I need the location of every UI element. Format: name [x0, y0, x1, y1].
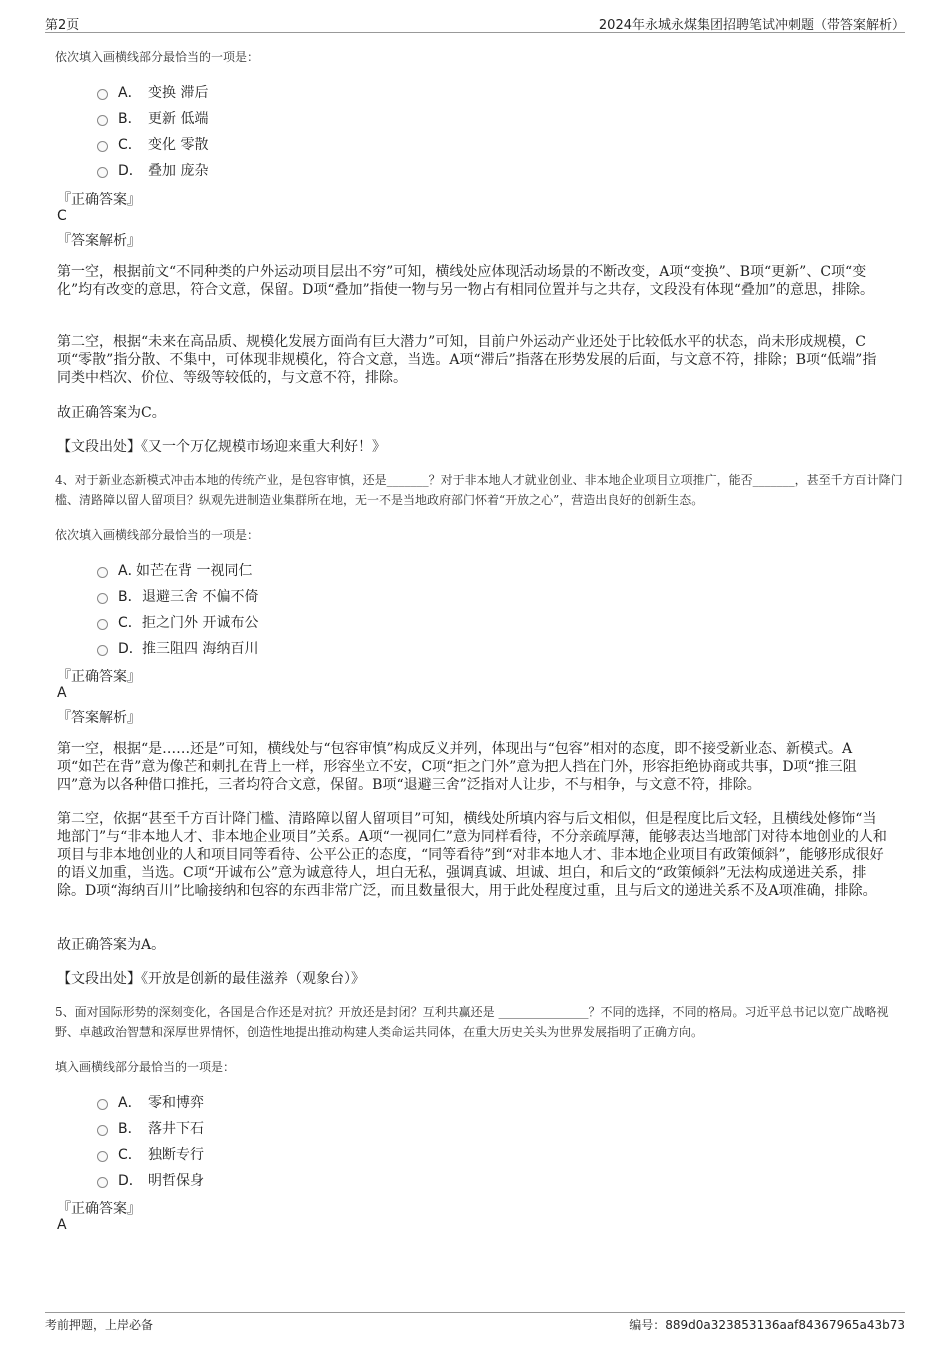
page-header: [45, 12, 905, 33]
option-text: 如芒在背 一视同仁: [136, 563, 253, 579]
option-text: 独断专行: [148, 1147, 204, 1163]
option-letter: A．: [118, 85, 142, 101]
q5-answer-tag: 『正确答案』: [57, 1201, 141, 1217]
q3-analysis-tag: 『答案解析』: [57, 233, 141, 249]
q4-option-b[interactable]: [97, 586, 258, 606]
q4-prompt: 依次填入画横线部分最恰当的一项是：: [55, 528, 260, 542]
option-text: 叠加 庞杂: [148, 163, 209, 179]
option-letter: D．: [118, 1173, 143, 1189]
q5-option-b[interactable]: [97, 1118, 204, 1138]
document-title: 2024年永城永煤集团招聘笔试冲刺题（带答案解析）: [598, 18, 905, 33]
q3-answer-tag: 『正确答案』: [57, 192, 141, 208]
page-footer: [45, 1312, 905, 1332]
option-letter: B．: [118, 589, 142, 605]
q4-question: 4、对于新业态新模式冲击本地的传统产业，是包容审慎，还是_______？对于非本地人才就业创业、非本地企业项目立项推广，能否_______，甚至千方百计降门槛、清路障以留人留项目？纵观先进制造业集群所在地，无一不是当地政府部门怀着“开放之心”，营造出良好的创新生态。: [55, 473, 903, 507]
option-letter: C．: [118, 137, 142, 153]
radio-icon[interactable]: [97, 167, 108, 178]
option-letter: D．: [118, 163, 143, 179]
q4-answer-tag: 『正确答案』: [57, 669, 141, 685]
radio-icon[interactable]: [97, 89, 108, 100]
option-text: 落井下石: [148, 1121, 204, 1137]
q3-conclusion: 故正确答案为C。: [57, 405, 166, 421]
option-text: 更新 低端: [148, 111, 209, 127]
option-letter: D．: [118, 641, 143, 657]
option-text: 拒之门外 开诚布公: [142, 615, 259, 631]
radio-icon[interactable]: [97, 619, 108, 630]
document-code: 编号：889d0a323853136aaf84367965a43b73: [629, 1318, 905, 1332]
option-letter: B．: [118, 111, 142, 127]
q5-question: 5、面对国际形势的深刻变化，各国是合作还是对抗？开放还是封闭？互利共赢还是 _______________？不同的选择，不同的格局。习近平总书记以宽广战略视野、卓越政治智慧和深厚世界情怀，创造性地提出推动构建人类命运共同体，在重大历史关头为世界发展指明了正确方向。: [55, 1005, 889, 1039]
radio-icon[interactable]: [97, 1125, 108, 1136]
radio-icon[interactable]: [97, 1177, 108, 1188]
q3-analysis-para2: 第二空，根据“未来在高品质、规模化发展方面尚有巨大潜力”可知，目前户外运动产业还处于比较低水平的状态，尚未形成规模，C项“零散”指分散、不集中，可体现非规模化，符合文意，当选。A项“滞后”指落在形势发展的后面，与文意不符，排除；B项“低端”指同类中档次、价位、等级等较低的，与文意不符，排除。: [57, 334, 877, 386]
q5-answer: A: [57, 1217, 67, 1233]
q4-source: 【文段出处】《开放是创新的最佳滋养（观象台）》: [57, 971, 365, 987]
q4-answer: A: [57, 685, 67, 701]
option-text: 变化 零散: [148, 137, 209, 153]
radio-icon[interactable]: [97, 593, 108, 604]
q4-conclusion: 故正确答案为A。: [57, 937, 166, 953]
radio-icon[interactable]: [97, 1151, 108, 1162]
q4-option-a[interactable]: [97, 560, 252, 580]
q3-option-c[interactable]: [97, 134, 208, 154]
q4-analysis-tag: 『答案解析』: [57, 710, 141, 726]
option-text: 变换 滞后: [148, 85, 209, 101]
q5-option-a[interactable]: [97, 1092, 204, 1112]
page-number: 第2页: [45, 18, 80, 33]
radio-icon[interactable]: [97, 1099, 108, 1110]
q3-source: 【文段出处】《又一个万亿规模市场迎来重大利好！》: [57, 439, 386, 455]
q3-option-d[interactable]: [97, 160, 208, 180]
radio-icon[interactable]: [97, 567, 108, 578]
option-letter: C．: [118, 615, 142, 631]
q3-option-b[interactable]: [97, 108, 208, 128]
option-letter: C．: [118, 1147, 142, 1163]
radio-icon[interactable]: [97, 645, 108, 656]
option-text: 退避三舍 不偏不倚: [142, 589, 259, 605]
option-letter: A．: [118, 1095, 142, 1111]
option-text: 推三阻四 海纳百川: [142, 641, 259, 657]
q4-analysis-para2: 第二空，依据“甚至千方百计降门槛、清路障以留人留项目”可知，横线处所填内容与后文相似，但是程度比后文轻，且横线处修饰“当地部门”与“非本地人才、非本地企业项目”关系。A项“一视同仁”意为同样看待，不分亲疏厚薄，能够表达当地部门对待本地创业的人和项目与非本地创业的人和项目同等看待、公平公正的态度，“同等看待”到“对非本地人才、非本地企业项目有政策倾斜”，能够形成很好的语义加重，当选。C项“开诚布公”意为诚意待人，坦白无私，强调真诚、坦诚、坦白，和后文的“政策倾斜”无法构成递进关系，排除。D项“海纳百川”比喻接纳和包容的东西非常广泛，而且数量很大，用于此处程度过重，且与后文的递进关系不及A项准确，排除。: [57, 811, 887, 899]
q5-option-c[interactable]: [97, 1144, 204, 1164]
radio-icon[interactable]: [97, 141, 108, 152]
option-letter: A．: [118, 563, 142, 579]
q5-option-d[interactable]: [97, 1170, 204, 1190]
option-text: 明哲保身: [148, 1173, 204, 1189]
q3-prompt: 依次填入画横线部分最恰当的一项是：: [55, 50, 260, 64]
option-text: 零和博弈: [148, 1095, 204, 1111]
q4-analysis-para1: 第一空，根据“是……还是”可知，横线处与“包容审慎”构成反义并列，体现出与“包容”相对的态度，即不接受新业态、新模式。A项“如芒在背”意为像芒和刺扎在背上一样，形容坐立不安，C项“拒之门外”意为把人挡在门外，形容拒绝协商或共事，D项“推三阻四”意为以各种借口推托，三者均符合文意，保留。B项“退避三舍”泛指对人让步，不与相争，与文意不符，排除。: [57, 741, 857, 793]
option-letter: B．: [118, 1121, 142, 1137]
q4-option-c[interactable]: [97, 612, 258, 632]
q3-analysis-para1: 第一空，根据前文“不同种类的户外运动项目层出不穷”可知，横线处应体现活动场景的不断改变，A项“变换”、B项“更新”、C项“变化”均有改变的意思，符合文意，保留。D项“叠加”指使一物与另一物占有相同位置并与之共存，文段没有体现“叠加”的意思，排除。: [57, 264, 875, 298]
q3-option-a[interactable]: [97, 82, 208, 102]
radio-icon[interactable]: [97, 115, 108, 126]
footer-slogan: 考前押题，上岸必备: [45, 1318, 154, 1332]
q5-prompt: 填入画横线部分最恰当的一项是：: [55, 1060, 236, 1074]
q3-answer: C: [57, 208, 67, 224]
q4-option-d[interactable]: [97, 638, 258, 658]
